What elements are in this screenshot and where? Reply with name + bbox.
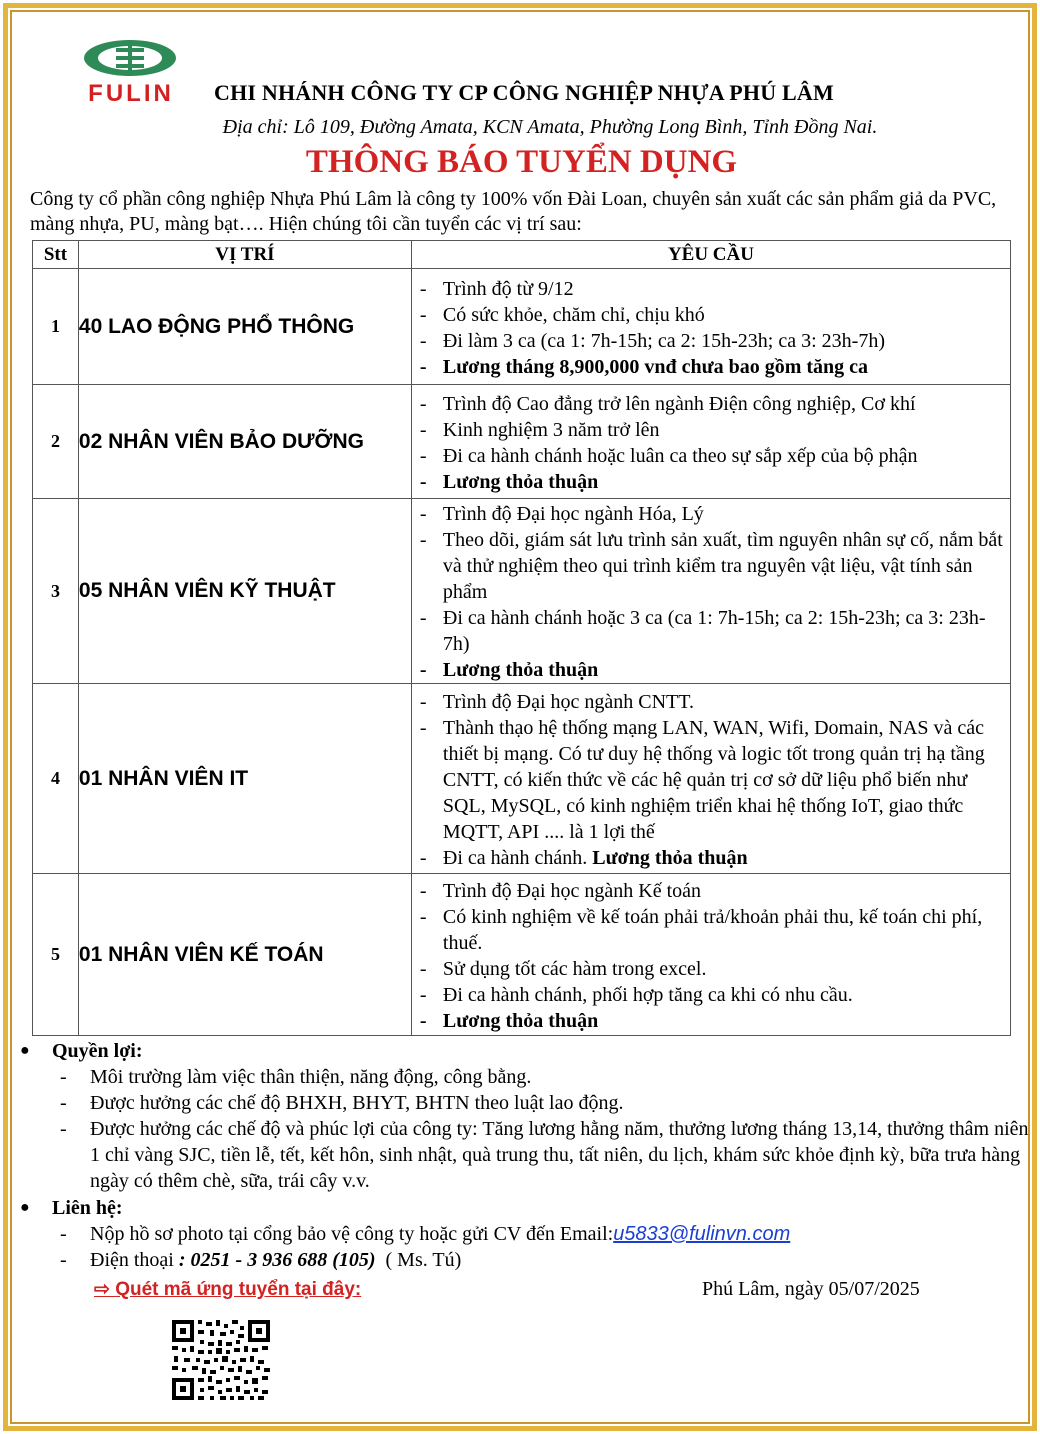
phone-label: Điện thoại [90, 1249, 174, 1271]
qr-code-icon[interactable] [170, 1318, 272, 1402]
jobs-table [32, 240, 1011, 1036]
row-requirements [411, 684, 1010, 874]
phone-person: ( Ms. Tú) [385, 1249, 462, 1271]
row-position: 02 NHÂN VIÊN BẢO DƯỠNG [78, 385, 411, 499]
requirement-salary: - Lương thỏa thuận [416, 1008, 1004, 1034]
requirement-item: - Trình độ Cao đẳng trở lên ngành Điện công nghiệp, Cơ khí [416, 391, 1004, 417]
intro-paragraph: Công ty cổ phần công nghiệp Nhựa Phú Lâm là công ty 100% vốn Đài Loan, chuyên sản xuất các sản phẩm giả da PVC, màng nhựa, PU, màng bạt…. Hiện chúng tôi cần tuyển các vị trí sau: [30, 188, 997, 235]
header-position: VỊ TRÍ [78, 241, 411, 269]
row-stt: 3 [33, 499, 79, 684]
qr-apply-link[interactable] [94, 1278, 361, 1301]
contact-submit [60, 1221, 1035, 1247]
benefits-list [60, 1064, 1035, 1194]
requirement-item: - Đi ca hành chánh hoặc 3 ca (ca 1: 7h-15h; ca 2: 15h-23h; ca 3: 23h-7h) [416, 605, 1004, 657]
requirement-item: - Theo dõi, giám sát lưu trình sản xuất, tìm nguyên nhân sự cố, nắm bắt và thử nghiệm theo qui trình kiểm tra nguyên vật liệu, vật tính sản phẩm [416, 527, 1004, 605]
requirement-item: - Đi ca hành chánh, phối hợp tăng ca khi có nhu cầu. [416, 982, 1004, 1008]
requirement-item: - Trình độ Đại học ngành Hóa, Lý [416, 501, 1004, 527]
bullet-icon: ● [20, 1042, 30, 1059]
row-requirements [411, 269, 1010, 385]
benefits-section [20, 1038, 1029, 1198]
benefit-item: - Môi trường làm việc thân thiện, năng động, công bằng. [60, 1064, 1035, 1090]
row-position: 40 LAO ĐỘNG PHỔ THÔNG [78, 269, 411, 385]
requirement-item: - Có sức khỏe, chăm chỉ, chịu khó [416, 302, 1004, 328]
row-requirements [411, 499, 1010, 684]
row-stt: 2 [33, 385, 79, 499]
arrow-right-icon: ⇨ [94, 1279, 110, 1300]
requirement-item: - Trình độ Đại học ngành CNTT. [416, 689, 1004, 715]
company-name: CHI NHÁNH CÔNG TY CP CÔNG NGHIỆP NHỰA PHÚ LÂM [214, 80, 834, 105]
contact-list [60, 1221, 1035, 1273]
phone-number[interactable]: : 0251 - 3 936 688 (105) [178, 1249, 376, 1271]
email-link[interactable]: u5833@fulinvn.com [613, 1223, 791, 1245]
benefit-item: - Được hưởng các chế độ và phúc lợi của công ty: Tăng lương hằng năm, thưởng lương tháng 13,14, thưởng thâm niên 1 chỉ vàng SJC, tiền lễ, tết, kết hôn, sinh nhật, quà trung thu, tất niên, du lịch, khám sức khỏe định kỳ, bữa trưa hàng ngày có thêm chè, sữa, trái cây v.v. [60, 1116, 1035, 1194]
qr-apply-text: Quét mã ứng tuyển tại đây: [115, 1279, 362, 1300]
requirement-salary: - Lương thỏa thuận [416, 469, 1004, 495]
table-row [33, 874, 1011, 1036]
requirement-salary: Lương thỏa thuận [592, 846, 748, 869]
header-stt: Stt [33, 241, 79, 269]
requirement-item [416, 845, 1004, 871]
logo-text: FULIN [88, 80, 174, 107]
row-stt: 4 [33, 684, 79, 874]
contact-phone [60, 1247, 1035, 1273]
requirement-item: - Có kinh nghiệm về kế toán phải trả/khoản phải thu, kế toán chi phí, thuế. [416, 904, 1004, 956]
table-row [33, 684, 1011, 874]
requirement-item: - Đi làm 3 ca (ca 1: 7h-15h; ca 2: 15h-23h; ca 3: 23h-7h) [416, 328, 1004, 354]
table-row [33, 499, 1011, 684]
row-requirements [411, 385, 1010, 499]
requirement-text: Đi ca hành chánh. [442, 846, 588, 869]
submit-text: Nộp hồ sơ photo tại cổng bảo vệ công ty hoặc gửi CV đến Email: [90, 1223, 614, 1245]
bullet-icon: ● [20, 1199, 30, 1216]
header-requirements: YÊU CẦU [411, 241, 1010, 269]
table-row [33, 385, 1011, 499]
date-line: Phú Lâm, ngày 05/07/2025 [702, 1278, 920, 1300]
requirement-salary: - Lương tháng 8,900,000 vnđ chưa bao gồm tăng ca [416, 354, 1004, 380]
row-requirements [411, 874, 1010, 1036]
company-address: Địa chỉ: Lô 109, Đường Amata, KCN Amata, Phường Long Bình, Tỉnh Đồng Nai. [222, 116, 878, 138]
requirement-item: - Đi ca hành chánh hoặc luân ca theo sự sắp xếp của bộ phận [416, 443, 1004, 469]
table-row [33, 269, 1011, 385]
row-position: 05 NHÂN VIÊN KỸ THUẬT [78, 499, 411, 684]
page-title: THÔNG BÁO TUYỂN DỤNG [305, 144, 738, 180]
requirement-item: - Kinh nghiệm 3 năm trở lên [416, 417, 1004, 443]
requirement-item: - Trình độ Đại học ngành Kế toán [416, 878, 1004, 904]
requirement-item: - Sử dụng tốt các hàm trong excel. [416, 956, 1004, 982]
row-stt: 1 [33, 269, 79, 385]
requirement-salary: - Lương thỏa thuận [416, 657, 1004, 683]
row-position: 01 NHÂN VIÊN IT [78, 684, 411, 874]
table-header-row [33, 241, 1011, 269]
row-position: 01 NHÂN VIÊN KẾ TOÁN [78, 874, 411, 1036]
requirement-item: - Trình độ từ 9/12 [416, 276, 1004, 302]
row-stt: 5 [33, 874, 79, 1036]
contact-section [20, 1195, 1020, 1275]
benefits-title: Quyền lợi: [52, 1040, 143, 1062]
contact-title: Liên hệ: [52, 1197, 123, 1219]
benefit-item: - Được hưởng các chế độ BHXH, BHYT, BHTN theo luật lao động. [60, 1090, 1035, 1116]
requirement-item: - Thành thạo hệ thống mạng LAN, WAN, Wifi, Domain, NAS và các thiết bị mạng. Có tư duy hệ thống và logic tốt trong quản trị hạ tầng CNTT, có kiến thức về các hệ quản trị cơ sở dữ liệu phổ biến như SQL, MySQL, có kinh nghiệm triển khai hệ thống IoT, giao thức MQTT, API .... là 1 lợi thế [416, 715, 1004, 845]
